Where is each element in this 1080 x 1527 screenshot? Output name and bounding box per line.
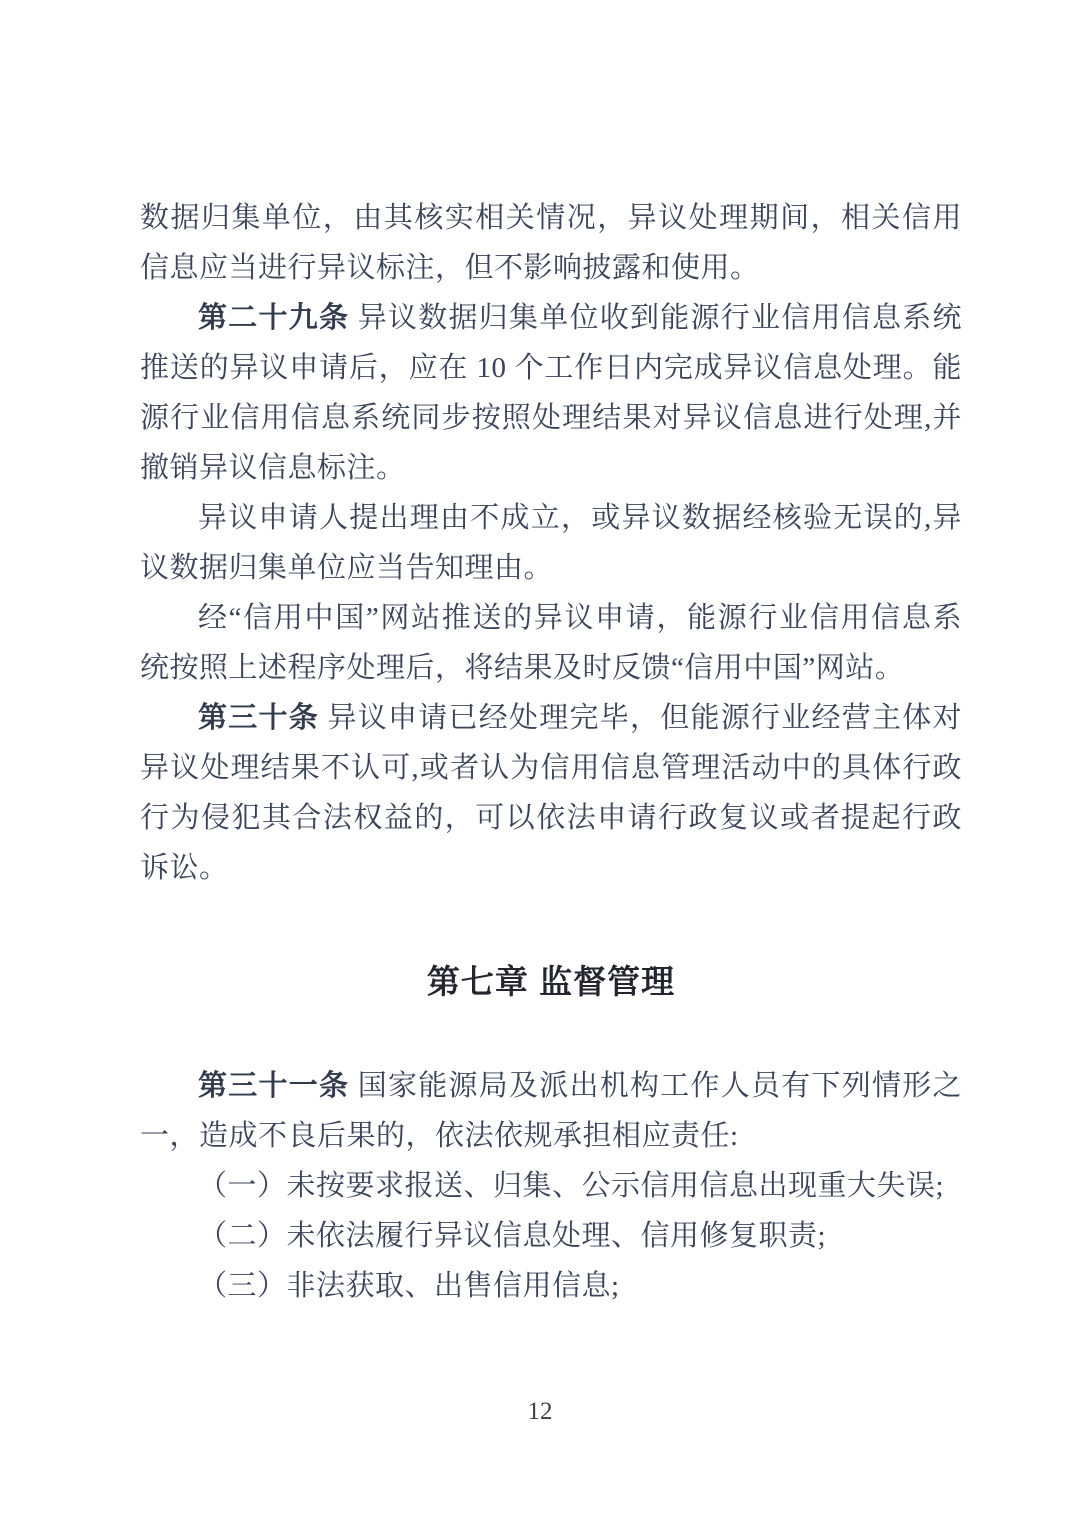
paragraph-article-29 [140,293,962,493]
page-number: 12 [527,1398,553,1425]
paragraph-text: 异议数据归集单位收到能源行业信用信息系统推送的异议申请后，应在 10 个工作日内完成异议信息处理。能源行业信用信息系统同步按照处理结果对异议信息进行处理,并撤销异议信息标注。 [140,302,962,484]
article-number-label: 第二十九条 [198,302,350,334]
paragraph-text: 异议申请人提出理由不成立，或异议数据经核验无误的,异议数据归集单位应当告知理由。 [140,502,962,584]
list-item-text: （二）未依法履行异议信息处理、信用修复职责; [198,1220,827,1252]
paragraph-text: 异议申请已经处理完毕，但能源行业经营主体对异议处理结果不认可,或者认为信用信息管理活动中的具体行政行为侵犯其合法权益的，可以依法申请行政复议或者提起行政诉讼。 [140,702,962,884]
list-item-2 [140,1211,962,1261]
page-content [140,193,962,1311]
paragraph-text: 国家能源局及派出机构工作人员有下列情形之一，造成不良后果的，依法依规承担相应责任: [140,1070,962,1152]
paragraph-continuation [140,193,962,293]
list-item-3 [140,1261,962,1311]
paragraph-article-30 [140,693,962,893]
paragraph-text: 数据归集单位，由其核实相关情况，异议处理期间，相关信用信息应当进行异议标注，但不影响披露和使用。 [140,202,962,284]
article-number-label: 第三十条 [198,702,319,734]
paragraph-text: 经“信用中国”网站推送的异议申请，能源行业信用信息系统按照上述程序处理后，将结果及时反馈“信用中国”网站。 [140,602,962,684]
article-number-label: 第三十一条 [198,1070,350,1102]
chapter-heading: 第七章 监督管理 [426,963,676,1000]
paragraph [140,593,962,693]
paragraph [140,493,962,593]
paragraph-article-31 [140,1061,962,1161]
list-item-1 [140,1161,962,1211]
list-item-text: （一）未按要求报送、归集、公示信用信息出现重大失误; [198,1170,945,1202]
list-item-text: （三）非法获取、出售信用信息; [198,1270,620,1302]
